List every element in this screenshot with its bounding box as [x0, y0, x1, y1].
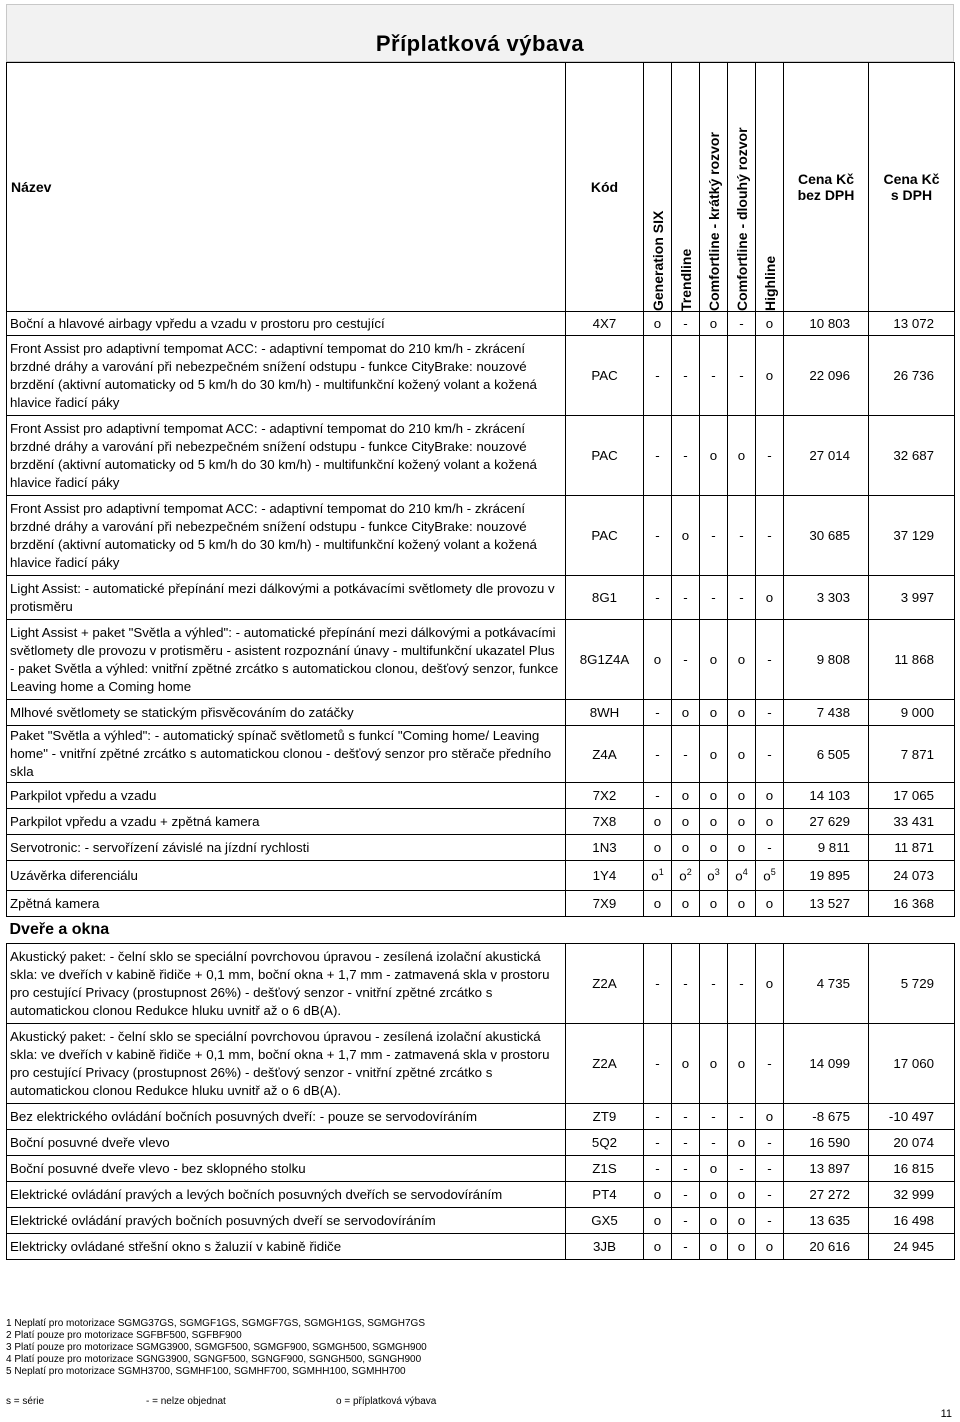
price-net: 10 803 — [784, 312, 869, 336]
price-net: 13 527 — [784, 891, 869, 917]
price-net: 22 096 — [784, 336, 869, 416]
header-price-net: Cena Kč bez DPH — [784, 63, 869, 312]
price-net: 6 505 — [784, 726, 869, 783]
table-row — [7, 809, 955, 835]
variant-availability: o — [700, 416, 728, 496]
variant-availability: - — [728, 1156, 756, 1182]
variant-availability: o — [700, 891, 728, 917]
table-row — [7, 1208, 955, 1234]
price-net: 16 590 — [784, 1130, 869, 1156]
variant-availability: o — [672, 700, 700, 726]
item-code: Z2A — [566, 944, 644, 1024]
variant-availability: - — [644, 1156, 672, 1182]
variant-availability: o — [700, 1156, 728, 1182]
item-name: Elektrické ovládání pravých a levých bočních posuvných dveřích se servodovíráním — [7, 1182, 566, 1208]
variant-availability: o — [672, 835, 700, 861]
table-row — [7, 1130, 955, 1156]
item-code: 1Y4 — [566, 861, 644, 891]
variant-availability: - — [756, 1024, 784, 1104]
variant-availability: o — [700, 835, 728, 861]
price-net: 14 099 — [784, 1024, 869, 1104]
footnote-ref: 4 — [742, 867, 748, 878]
footnote-ref: 3 — [714, 867, 720, 878]
price-net: 7 438 — [784, 700, 869, 726]
variant-availability: - — [700, 576, 728, 620]
item-name: Uzávěrka diferenciálu — [7, 861, 566, 891]
variant-availability: - — [672, 312, 700, 336]
table-row — [7, 312, 955, 336]
variant-availability: o — [756, 576, 784, 620]
price-gross: 33 431 — [869, 809, 955, 835]
variant-availability: o — [728, 1234, 756, 1260]
variant-availability: - — [672, 1104, 700, 1130]
variant-availability: o — [728, 620, 756, 700]
footnote: 1 Neplatí pro motorizace SGMG37GS, SGMGF1GS, SGMGF7GS, SGMGH1GS, SGMGH7GS — [6, 1318, 425, 1329]
variant-availability: - — [728, 336, 756, 416]
table-row — [7, 1156, 955, 1182]
price-gross: 11 868 — [869, 620, 955, 700]
legend-item: o = příplatková výbava — [336, 1396, 437, 1407]
variant-availability: - — [700, 1104, 728, 1130]
variant-availability: o — [672, 1024, 700, 1104]
variant-availability: o — [644, 809, 672, 835]
price-gross: 16 368 — [869, 891, 955, 917]
variant-availability: o — [644, 312, 672, 336]
variant-availability: - — [756, 835, 784, 861]
variant-availability: o — [756, 1234, 784, 1260]
variant-availability: o — [644, 835, 672, 861]
price-gross: 24 073 — [869, 861, 955, 891]
variant-availability: - — [644, 1104, 672, 1130]
variant-availability: - — [644, 576, 672, 620]
variant-availability: $o^3$ — [700, 861, 728, 891]
price-gross: 32 687 — [869, 416, 955, 496]
price-gross: 13 072 — [869, 312, 955, 336]
variant-availability: o — [700, 1208, 728, 1234]
variant-availability: - — [756, 1130, 784, 1156]
table-row — [7, 336, 955, 416]
item-code: PAC — [566, 336, 644, 416]
item-code: 7X8 — [566, 809, 644, 835]
variant-availability: o — [700, 1024, 728, 1104]
item-code: 8G1Z4A — [566, 620, 644, 700]
page-title: Příplatková výbava — [375, 31, 585, 56]
variant-availability: o — [644, 1182, 672, 1208]
table-row — [7, 944, 955, 1024]
item-code: 7X2 — [566, 783, 644, 809]
footnote: 4 Platí pouze pro motorizace SGNG3900, SGNGF500, SGNGF900, SGNGH500, SGNGH900 — [6, 1354, 422, 1365]
footnote-ref: 1 — [658, 867, 664, 878]
variant-availability: - — [644, 726, 672, 783]
price-net: 9 808 — [784, 620, 869, 700]
price-gross: 11 871 — [869, 835, 955, 861]
variant-availability: o — [700, 1182, 728, 1208]
price-gross: 3 997 — [869, 576, 955, 620]
variant-availability: o — [700, 809, 728, 835]
variant-availability: o — [644, 620, 672, 700]
variant-availability: o — [700, 783, 728, 809]
variant-availability: - — [672, 576, 700, 620]
table-row — [7, 416, 955, 496]
price-gross: 32 999 — [869, 1182, 955, 1208]
variant-availability: - — [756, 1208, 784, 1234]
variant-availability: - — [756, 1182, 784, 1208]
item-name: Parkpilot vpředu a vzadu — [7, 783, 566, 809]
footnote-ref: 5 — [770, 867, 776, 878]
item-code: PT4 — [566, 1182, 644, 1208]
variant-availability: o — [756, 1104, 784, 1130]
table-row — [7, 620, 955, 700]
price-net: 9 811 — [784, 835, 869, 861]
legend — [6, 1396, 606, 1407]
price-gross: 17 065 — [869, 783, 955, 809]
price-gross: 24 945 — [869, 1234, 955, 1260]
variant-availability: - — [644, 783, 672, 809]
header-variant-2: Trendline — [672, 63, 700, 312]
variant-availability: - — [672, 944, 700, 1024]
price-gross: 16 815 — [869, 1156, 955, 1182]
item-code: 4X7 — [566, 312, 644, 336]
price-gross: 37 129 — [869, 496, 955, 576]
item-name: Front Assist pro adaptivní tempomat ACC: - adaptivní tempomat do 210 km/h - zkrácení brzdné dráhy a varování při nebezpečném snížení odstupu - funkce CityBrake: nouzové brzdění (aktivní automaticky od 5 km/h do 30 km/h) - multifunkční kožený volant a kožená hlavice řadicí páky — [7, 336, 566, 416]
price-net: 27 272 — [784, 1182, 869, 1208]
variant-availability: - — [700, 496, 728, 576]
variant-availability: o — [700, 1234, 728, 1260]
price-net: 20 616 — [784, 1234, 869, 1260]
variant-availability: o — [700, 620, 728, 700]
variant-availability: - — [728, 496, 756, 576]
variant-availability: - — [756, 700, 784, 726]
item-code: 5Q2 — [566, 1130, 644, 1156]
item-code: 8WH — [566, 700, 644, 726]
price-gross: 17 060 — [869, 1024, 955, 1104]
variant-availability: o — [728, 1208, 756, 1234]
header-price-gross: Cena Kč s DPH — [869, 63, 955, 312]
header-code: Kód — [566, 63, 644, 312]
variant-availability: - — [700, 944, 728, 1024]
item-code: 1N3 — [566, 835, 644, 861]
table-header-row — [7, 63, 955, 312]
table-row — [7, 891, 955, 917]
variant-availability: - — [644, 1130, 672, 1156]
variant-availability: - — [644, 496, 672, 576]
item-name: Boční posuvné dveře vlevo — [7, 1130, 566, 1156]
variant-availability: - — [672, 620, 700, 700]
variant-availability: - — [700, 1130, 728, 1156]
price-gross: 20 074 — [869, 1130, 955, 1156]
header-name: Název — [7, 63, 566, 312]
item-code: Z4A — [566, 726, 644, 783]
variant-availability: - — [672, 416, 700, 496]
variant-availability: - — [644, 700, 672, 726]
variant-availability: - — [728, 944, 756, 1024]
price-net: 27 014 — [784, 416, 869, 496]
variant-availability: $o^4$ — [728, 861, 756, 891]
table-row — [7, 496, 955, 576]
variant-availability: o — [700, 700, 728, 726]
footnote-ref: 2 — [686, 867, 692, 878]
variant-availability: o — [756, 944, 784, 1024]
item-name: Paket "Světla a výhled": - automatický spínač světlometů s funkcí "Coming home/ Leaving home" - vnitřní zpětné zrcátko s automatickou clonou - dešťový senzor pro stěrače předního skla — [7, 726, 566, 783]
variant-availability: o — [728, 783, 756, 809]
variant-availability: o — [756, 891, 784, 917]
variant-availability: - — [756, 1156, 784, 1182]
price-net: 27 629 — [784, 809, 869, 835]
variant-availability: $o^2$ — [672, 861, 700, 891]
variant-availability: o — [756, 336, 784, 416]
variant-availability: - — [644, 336, 672, 416]
variant-availability: - — [728, 1104, 756, 1130]
variant-availability: o — [644, 1208, 672, 1234]
price-net: -8 675 — [784, 1104, 869, 1130]
variant-availability: $o^1$ — [644, 861, 672, 891]
table-row — [7, 783, 955, 809]
price-gross: 9 000 — [869, 700, 955, 726]
variant-availability: - — [756, 620, 784, 700]
table-row — [7, 1104, 955, 1130]
footnote: 2 Platí pouze pro motorizace SGFBF500, SGFBF900 — [6, 1330, 242, 1341]
item-name: Boční posuvné dveře vlevo - bez sklopného stolku — [7, 1156, 566, 1182]
header-variant-5: Highline — [756, 63, 784, 312]
item-name: Light Assist + paket "Světla a výhled": - automatické přepínání mezi dálkovými a potkávacími světlomety dle provozu v protisměru - asistent rozpoznání únavy - multifunkční ukazatel Plus - paket Světla a výhled: vnitřní zpětné zrcátko s automatickou clonou, dešťový senzor, funkce Leaving home a Coming home — [7, 620, 566, 700]
item-name: Elektrické ovládání pravých bočních posuvných dveří se servodovíráním — [7, 1208, 566, 1234]
price-net: 30 685 — [784, 496, 869, 576]
variant-availability: - — [644, 944, 672, 1024]
item-code: Z1S — [566, 1156, 644, 1182]
variant-availability: o — [728, 700, 756, 726]
variant-availability: - — [672, 726, 700, 783]
price-gross: 5 729 — [869, 944, 955, 1024]
variant-availability: - — [672, 336, 700, 416]
footnotes — [6, 1318, 427, 1378]
table-row — [7, 1024, 955, 1104]
item-name: Front Assist pro adaptivní tempomat ACC: - adaptivní tempomat do 210 km/h - zkrácení brzdné dráhy a varování při nebezpečném snížení odstupu - funkce CityBrake: nouzové brzdění (aktivní automaticky od 5 km/h do 30 km/h) - multifunkční kožený volant a kožená hlavice řadicí páky — [7, 496, 566, 576]
variant-availability: $o^5$ — [756, 861, 784, 891]
item-name: Mlhové světlomety se statickým přisvěcováním do zatáčky — [7, 700, 566, 726]
variant-availability: - — [672, 1130, 700, 1156]
item-name: Akustický paket: - čelní sklo se speciální povrchovou úpravou - zesílená izolační akustická skla: ve dveřích v kabině řidiče + 0,1 mm, boční okna + 1,7 mm - zatmavená skla v prostoru pro cestující Privacy (prostupnost 26%) - dešťový senzor - vnitřní zpětné zrcátko s automatickou clonou Redukce hluku uvnitř až o 6 dB(A). — [7, 944, 566, 1024]
title-box — [6, 4, 954, 62]
variant-availability: o — [756, 312, 784, 336]
variant-availability: o — [728, 809, 756, 835]
variant-availability: o — [672, 496, 700, 576]
variant-availability: o — [700, 312, 728, 336]
item-name: Elektricky ovládané střešní okno s žaluzií v kabině řidiče — [7, 1234, 566, 1260]
variant-availability: - — [756, 726, 784, 783]
variant-availability: o — [728, 726, 756, 783]
variant-availability: o — [756, 809, 784, 835]
variant-availability: - — [644, 1024, 672, 1104]
item-code: GX5 — [566, 1208, 644, 1234]
header-variant-4: Comfortline - dlouhý rozvor — [728, 63, 756, 312]
variant-availability: o — [728, 1130, 756, 1156]
variant-availability: o — [728, 1182, 756, 1208]
variant-availability: - — [672, 1182, 700, 1208]
item-name: Boční a hlavové airbagy vpředu a vzadu v prostoru pro cestující — [7, 312, 566, 336]
variant-availability: - — [756, 496, 784, 576]
table-row — [7, 576, 955, 620]
variant-availability: - — [756, 416, 784, 496]
price-gross: 16 498 — [869, 1208, 955, 1234]
item-code: PAC — [566, 496, 644, 576]
table-row — [7, 1182, 955, 1208]
item-name: Bez elektrického ovládání bočních posuvných dveří: - pouze se servodovíráním — [7, 1104, 566, 1130]
item-code: PAC — [566, 416, 644, 496]
price-net: 19 895 — [784, 861, 869, 891]
item-code: 3JB — [566, 1234, 644, 1260]
price-net: 13 897 — [784, 1156, 869, 1182]
variant-availability: - — [728, 312, 756, 336]
item-name: Light Assist: - automatické přepínání mezi dálkovými a potkávacími světlomety dle provozu v protisměru — [7, 576, 566, 620]
price-gross: -10 497 — [869, 1104, 955, 1130]
price-gross: 26 736 — [869, 336, 955, 416]
page-number: 11 — [940, 1408, 952, 1420]
section-row — [7, 917, 955, 944]
header-variant-1: Generation SIX — [644, 63, 672, 312]
item-code: ZT9 — [566, 1104, 644, 1130]
variant-availability: o — [728, 416, 756, 496]
price-net: 3 303 — [784, 576, 869, 620]
table-row — [7, 700, 955, 726]
variant-availability: o — [756, 783, 784, 809]
item-name: Servotronic: - servořízení závislé na jízdní rychlosti — [7, 835, 566, 861]
legend-item: s = série — [6, 1396, 45, 1407]
variant-availability: o — [728, 1024, 756, 1104]
footnote: 5 Neplatí pro motorizace SGMH3700, SGMHF100, SGMHF700, SGMHH100, SGMHH700 — [6, 1366, 406, 1377]
footnote: 3 Platí pouze pro motorizace SGMG3900, SGMGF500, SGMGF900, SGMGH500, SGMGH900 — [6, 1342, 427, 1353]
variant-availability: - — [672, 1208, 700, 1234]
variant-availability: o — [672, 783, 700, 809]
item-code: 8G1 — [566, 576, 644, 620]
section-title: Dveře a okna — [7, 917, 955, 944]
item-name: Parkpilot vpředu a vzadu + zpětná kamera — [7, 809, 566, 835]
legend-item: - = nelze objednat — [146, 1396, 226, 1407]
variant-availability: - — [700, 336, 728, 416]
item-code: Z2A — [566, 1024, 644, 1104]
table-row — [7, 1234, 955, 1260]
item-name: Zpětná kamera — [7, 891, 566, 917]
variant-availability: - — [672, 1156, 700, 1182]
table-row — [7, 726, 955, 783]
variant-availability: o — [672, 809, 700, 835]
price-net: 13 635 — [784, 1208, 869, 1234]
equipment-table — [6, 62, 955, 1260]
variant-availability: o — [644, 891, 672, 917]
variant-availability: o — [700, 726, 728, 783]
item-code: 7X9 — [566, 891, 644, 917]
item-name: Akustický paket: - čelní sklo se speciální povrchovou úpravou - zesílená izolační akustická skla: ve dveřích v kabině řidiče + 0,1 mm, boční okna + 1,7 mm - zatmavená skla v prostoru pro cestující Privacy (prostupnost 26%) - dešťový senzor - vnitřní zpětné zrcátko s automatickou clonou Redukce hluku uvnitř až o 6 dB(A). — [7, 1024, 566, 1104]
variant-availability: - — [728, 576, 756, 620]
variant-availability: o — [644, 1234, 672, 1260]
variant-availability: - — [644, 416, 672, 496]
price-net: 14 103 — [784, 783, 869, 809]
header-variant-3: Comfortline - krátký rozvor — [700, 63, 728, 312]
variant-availability: o — [728, 891, 756, 917]
table-row — [7, 835, 955, 861]
variant-availability: - — [672, 1234, 700, 1260]
price-gross: 7 871 — [869, 726, 955, 783]
item-name: Front Assist pro adaptivní tempomat ACC: - adaptivní tempomat do 210 km/h - zkrácení brzdné dráhy a varování při nebezpečném snížení odstupu - funkce CityBrake: nouzové brzdění (aktivní automaticky od 5 km/h do 30 km/h) - multifunkční kožený volant a kožená hlavice řadicí páky — [7, 416, 566, 496]
table-row — [7, 861, 955, 891]
price-net: 4 735 — [784, 944, 869, 1024]
variant-availability: o — [728, 835, 756, 861]
variant-availability: o — [672, 891, 700, 917]
